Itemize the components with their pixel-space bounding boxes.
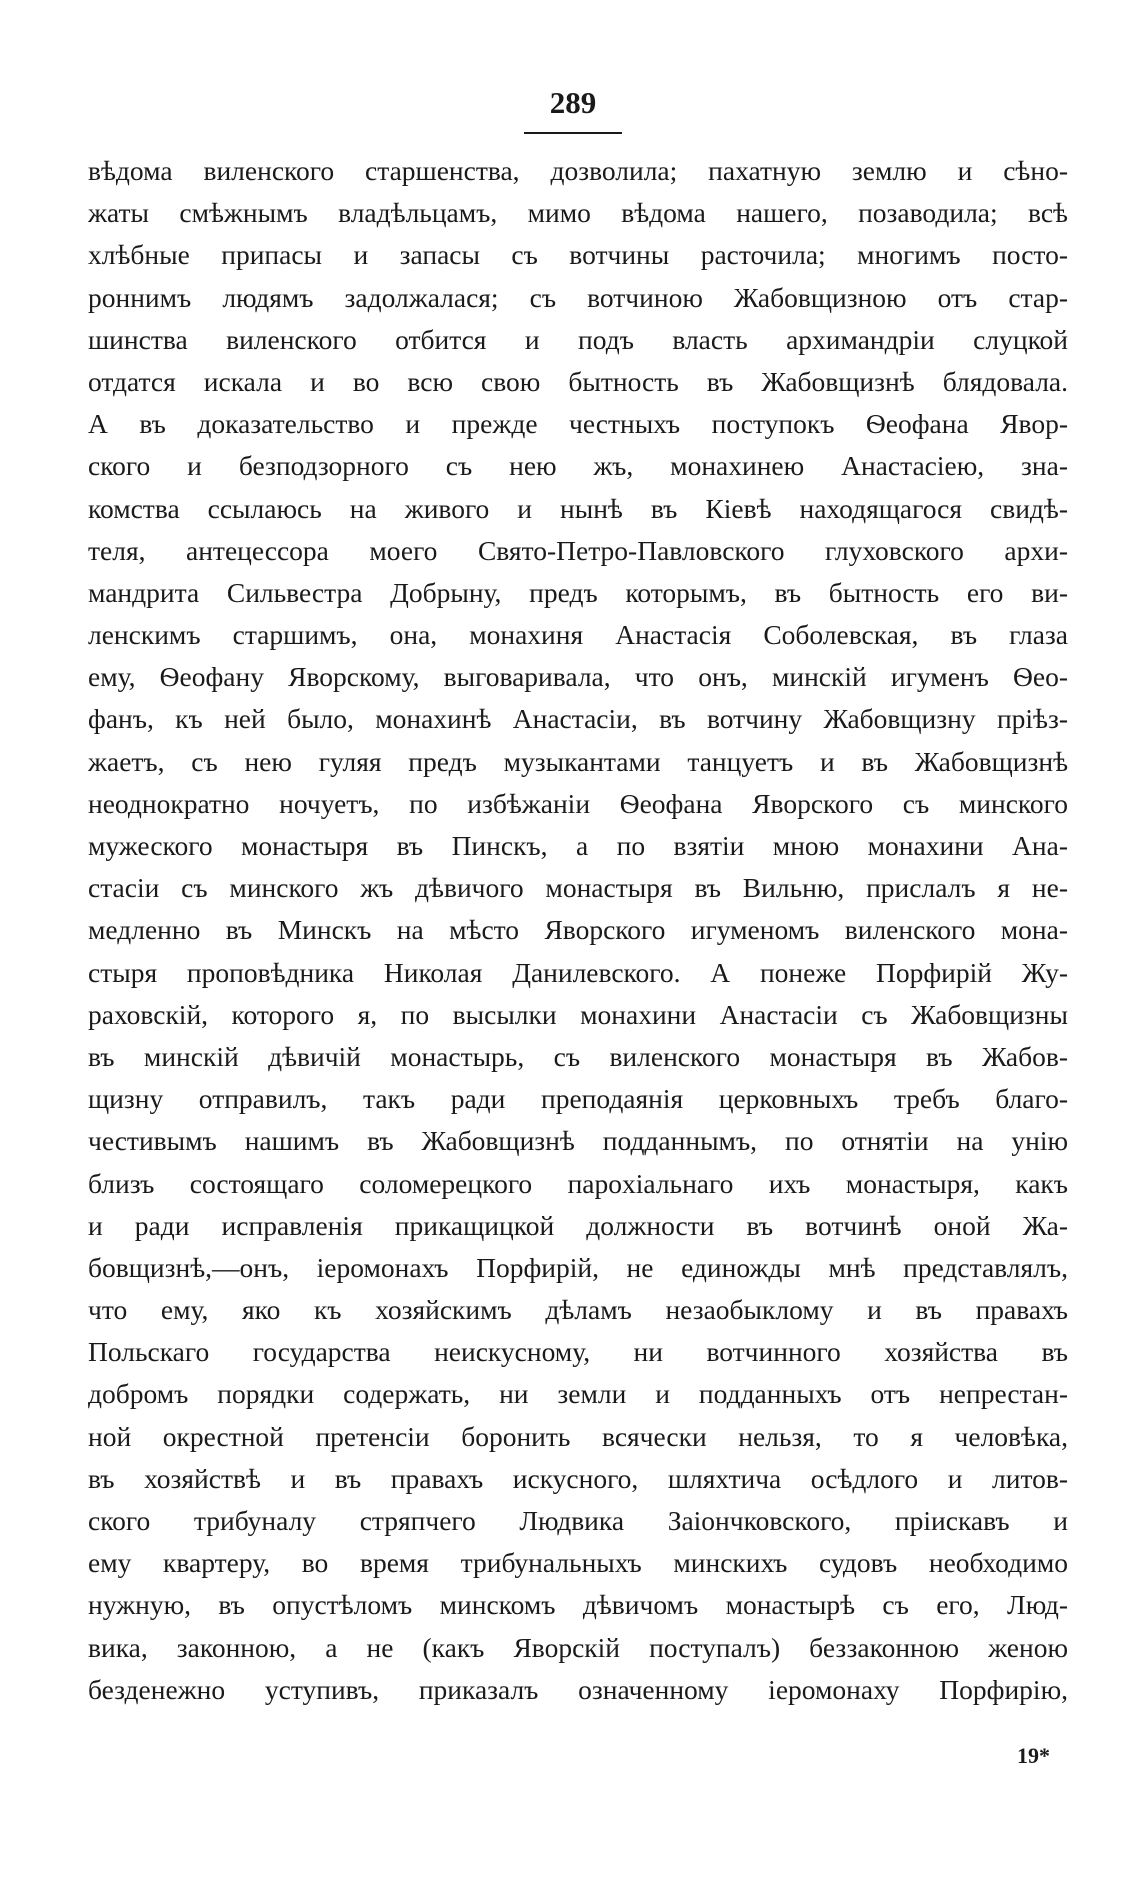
printer-signature-mark: 19* xyxy=(1017,1743,1050,1768)
text-line: Польскаго государства неискусному, ни вотчинного хозяйства въ xyxy=(88,1336,1068,1368)
text-line: жаетъ, съ нею гуляя предъ музыкантами танцуетъ и въ Жабовщизнѣ xyxy=(88,745,1068,777)
text-line: А въ доказательство и прежде честныхъ поступокъ Ѳеофана Явор- xyxy=(88,408,1068,440)
page-number: 289 xyxy=(549,85,597,120)
text-line: безденежно уступивъ, приказалъ означенному іеромонаху Порфирію, xyxy=(88,1673,1068,1705)
text-line: ему, Ѳеофану Яворскому, выговаривала, что онъ, минскій игуменъ Ѳео- xyxy=(88,661,1068,693)
text-line: ского трибуналу стряпчего Людвика Заіончковского, пріискавъ и xyxy=(88,1505,1068,1536)
text-line: хлѣбные припасы и запасы съ вотчины расточила; многимъ посто- xyxy=(88,239,1068,271)
text-line: раховскій, которого я, по высылки монахини Анастасіи съ Жабовщизны xyxy=(88,998,1068,1030)
text-line: стыря проповѣдника Николая Данилевского. А понеже Порфирій Жу- xyxy=(88,956,1068,988)
text-line: ского и безподзорного съ нею жъ, монахинею Анастасіею, зна- xyxy=(88,450,1068,482)
text-line: ленскимъ старшимъ, она, монахиня Анастасія Соболевская, въ глаза xyxy=(88,619,1068,651)
text-line: мандрита Сильвестра Добрыну, предъ которымъ, въ бытность его ви- xyxy=(88,576,1068,608)
text-line: стасіи съ минского жъ дѣвичого монастыря въ Вильню, прислалъ я не- xyxy=(88,872,1068,904)
text-line: щизну отправилъ, такъ ради преподаянія церковныхъ требъ благо- xyxy=(88,1083,1068,1115)
text-line: добромъ порядки содержать, ни земли и подданныхъ отъ непрестан- xyxy=(88,1378,1068,1410)
text-line: шинства виленского отбится и подъ власть архимандріи слуцкой xyxy=(88,323,1068,355)
text-line: близъ состоящаго соломерецкого пароxіальнаго ихъ монастыря, какъ xyxy=(88,1167,1068,1199)
text-line: комства ссылаюсь на живого и нынѣ въ Кіевѣ находящагося свидѣ- xyxy=(88,492,1068,524)
text-line: вѣдома виленского старшенства, дозволила; пахатную землю и сѣно- xyxy=(88,155,1068,186)
text-line: медленно въ Минскъ на мѣсто Яворского игуменомъ виленского мона- xyxy=(88,914,1068,946)
text-line: жаты смѣжнымъ владѣльцамъ, мимо вѣдома нашего, позаводила; всѣ xyxy=(88,197,1068,229)
text-line: честивымъ нашимъ въ Жабовщизнѣ подданнымъ, по отнятіи на унію xyxy=(88,1125,1068,1157)
text-line: роннимъ людямъ задолжалася; съ вотчиною Жабовщизною отъ стар- xyxy=(88,281,1068,313)
page-number-rule xyxy=(524,132,622,134)
text-line: бовщизнѣ,—онъ, іеромонахъ Порфирій, не единожды мнѣ представлялъ, xyxy=(88,1251,1068,1283)
text-line: что ему, яко къ хозяйскимъ дѣламъ незаобыклому и въ правахъ xyxy=(88,1294,1068,1326)
text-line: и ради исправленія прикащицкой должности въ вотчинѣ оной Жа- xyxy=(88,1209,1068,1241)
text-body xyxy=(88,150,1068,1711)
text-line: фанъ, къ ней было, монахинѣ Анастасіи, въ вотчину Жабовщизну пріѣз- xyxy=(88,703,1068,735)
text-line: вика, законною, а не (какъ Яворскій поступалъ) беззаконною женою xyxy=(88,1631,1068,1663)
text-line: теля, антецессора моего Свято-Петро-Павловского глуховского архи- xyxy=(88,534,1068,566)
text-line: мужеского монастыря въ Пинскъ, а по взятіи мною монахини Ана- xyxy=(88,830,1068,861)
text-line: ему квартеру, во время трибунальныхъ минскихъ судовъ необходимо xyxy=(88,1547,1068,1579)
text-line: нужную, въ опустѣломъ минскомъ дѣвичомъ монастырѣ съ его, Люд- xyxy=(88,1589,1068,1621)
text-line: въ минскій дѣвичій монастырь, съ виленского монастыря въ Жабов- xyxy=(88,1040,1068,1072)
text-line: въ хозяйствѣ и въ правахъ искусного, шляхтича осѣдлого и литов- xyxy=(88,1462,1068,1494)
text-line: отдатся искала и во всю свою бытность въ Жабовщизнѣ блядовала. xyxy=(88,365,1068,397)
text-line: ной окрестной претенсіи боронить всячески нельзя, то я человѣка, xyxy=(88,1420,1068,1452)
text-line: неоднократно ночуетъ, по избѣжаніи Ѳеофана Яворского съ минского xyxy=(88,787,1068,819)
